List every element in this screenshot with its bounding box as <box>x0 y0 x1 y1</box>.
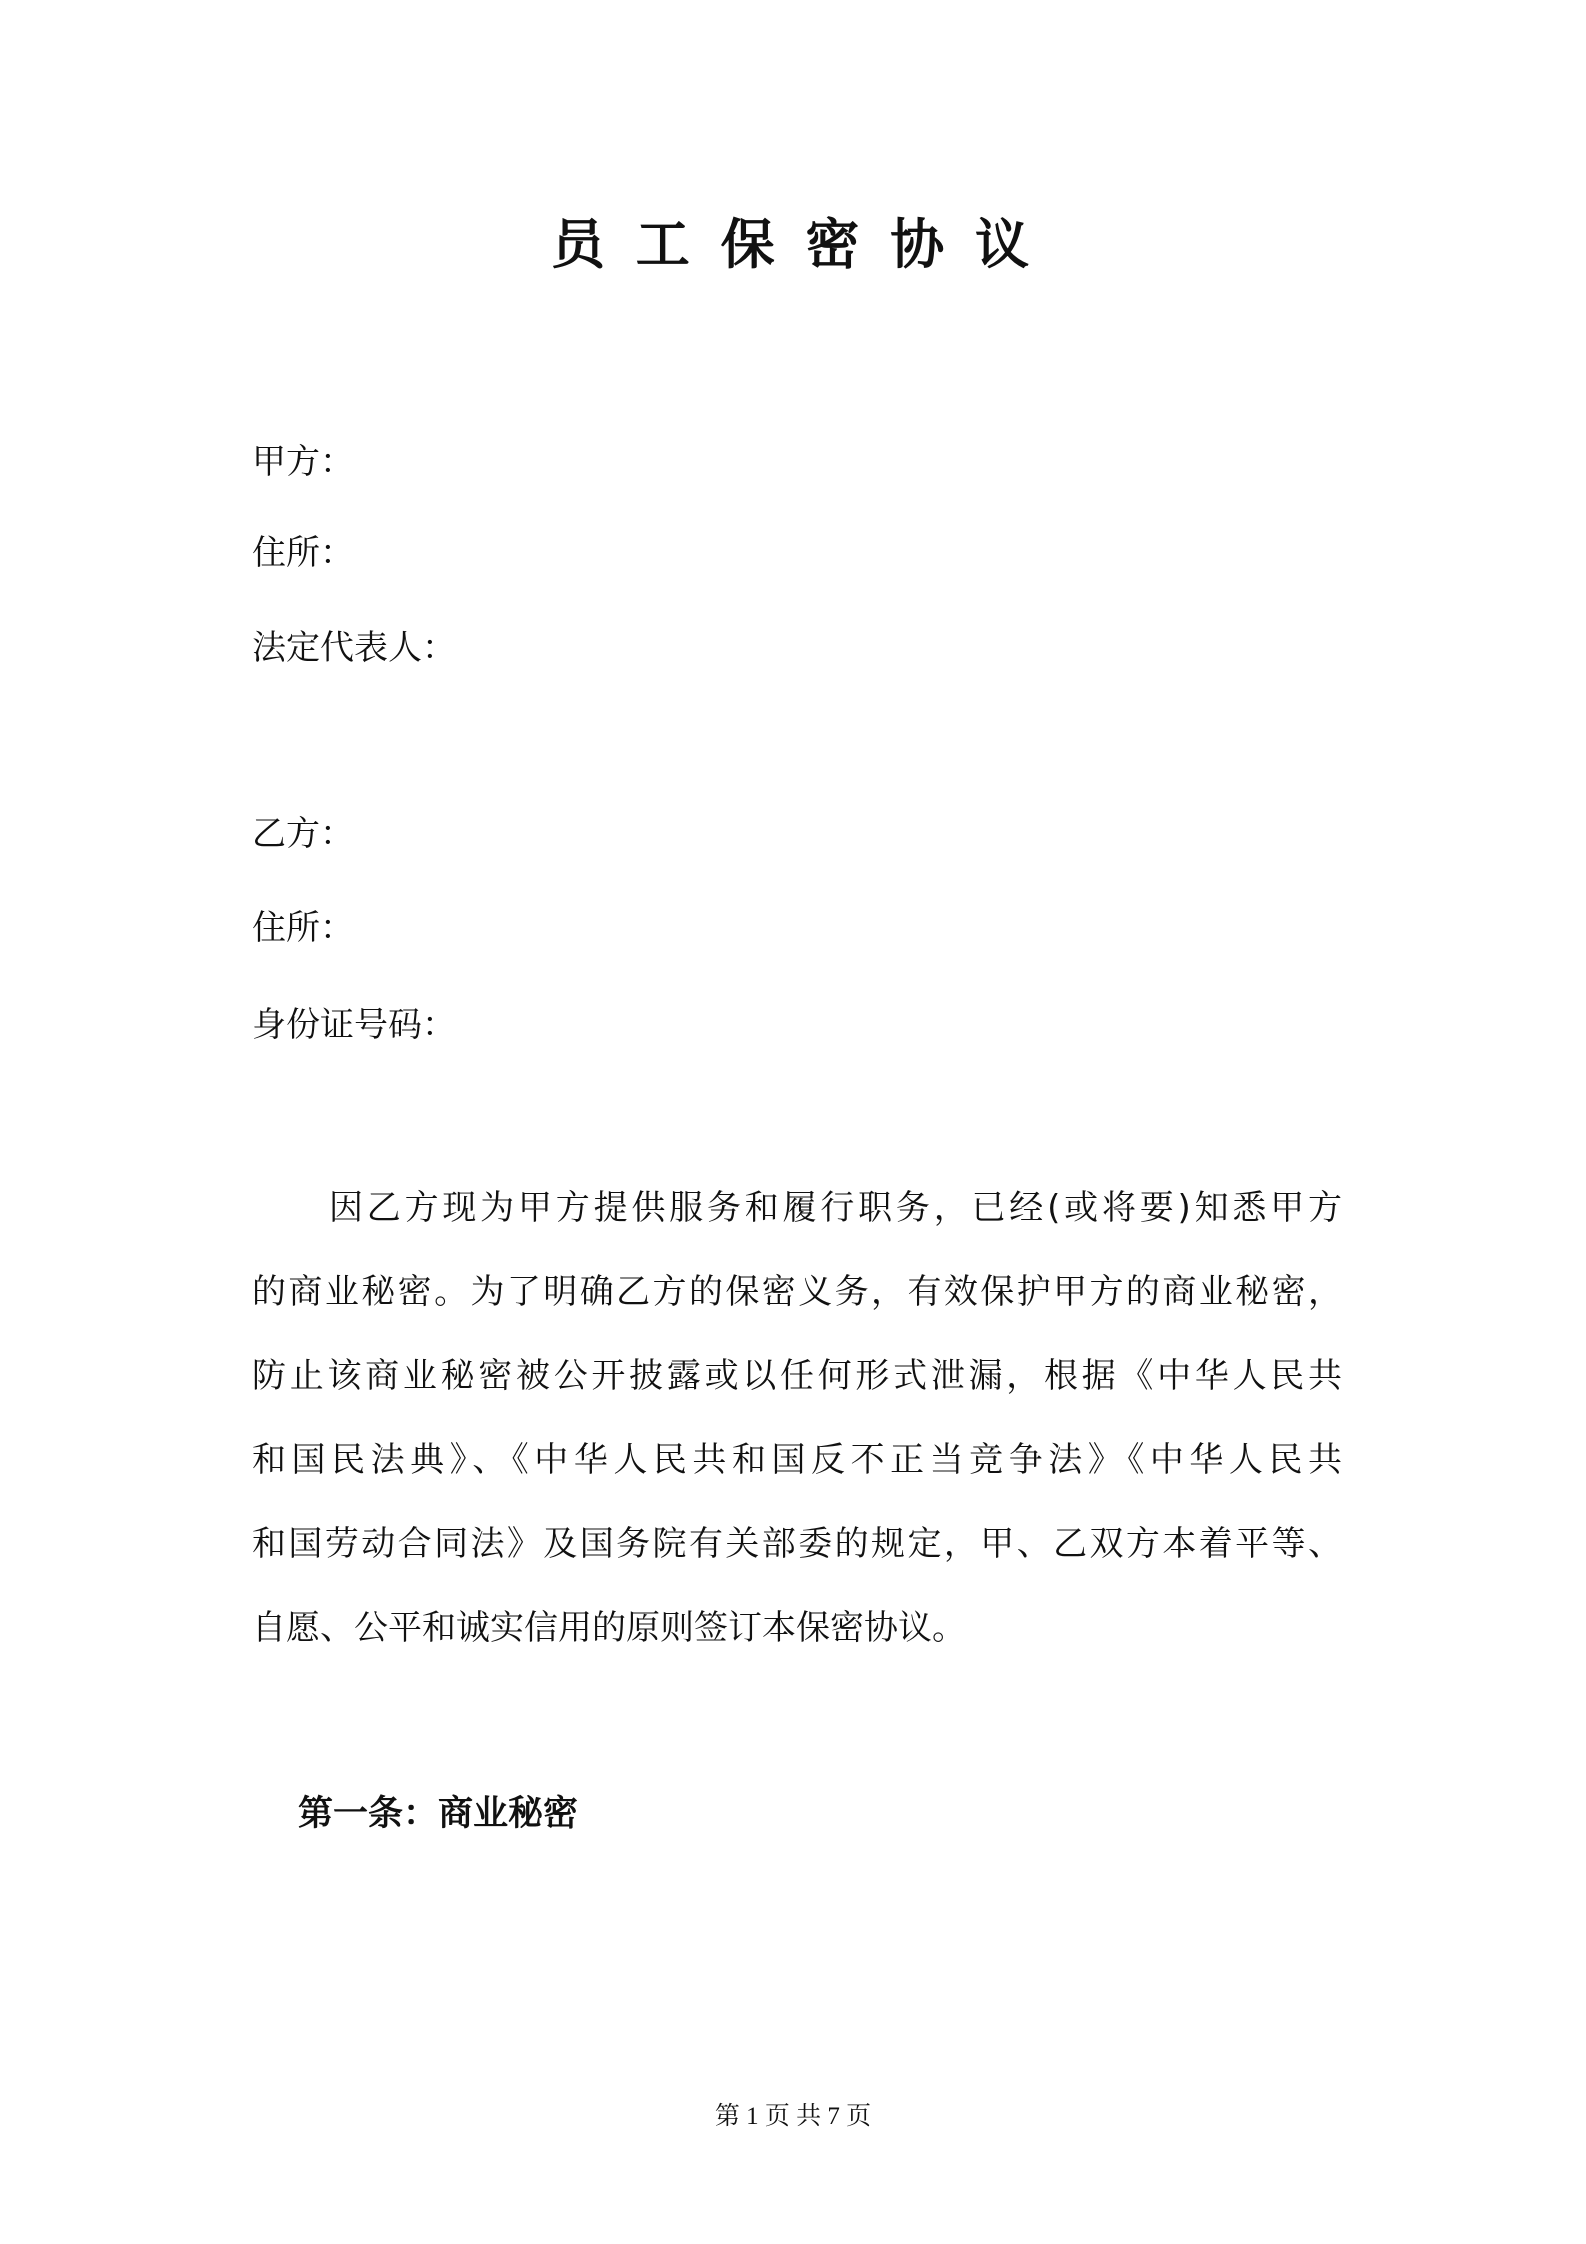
party-b-label: 乙方： <box>252 814 354 854</box>
preamble-line: 和国劳动合同法》及国务院有关部委的规定，甲、乙双方本着平等、 <box>252 1524 1342 1564</box>
party-b-id-label: 身份证号码： <box>252 1005 456 1045</box>
party-a-address-label: 住所： <box>252 533 354 573</box>
preamble-line: 和国民法典》、《中华人民共和国反不正当竞争法》《中华人民共 <box>252 1440 1342 1480</box>
preamble-line: 自愿、公平和诚实信用的原则签订本保密协议。 <box>252 1608 966 1648</box>
party-b-address-label: 住所： <box>252 908 354 948</box>
party-a-legal-rep-label: 法定代表人： <box>252 628 456 668</box>
document-title: 员 工 保 密 协 议 <box>551 213 1035 276</box>
preamble-paragraph <box>252 1166 1342 1670</box>
preamble-line: 的商业秘密。为了明确乙方的保密义务，有效保护甲方的商业秘密， <box>252 1272 1342 1312</box>
clause-1-heading: 第一条：商业秘密 <box>298 1794 579 1834</box>
party-a-label: 甲方： <box>252 442 354 482</box>
page-footer: 第 1 页 共 7 页 <box>714 2103 872 2130</box>
preamble-line: 防止该商业秘密被公开披露或以任何形式泄漏，根据《中华人民共 <box>252 1356 1342 1396</box>
preamble-line: 因乙方现为甲方提供服务和履行职务，已经(或将要)知悉甲方 <box>329 1188 1342 1228</box>
